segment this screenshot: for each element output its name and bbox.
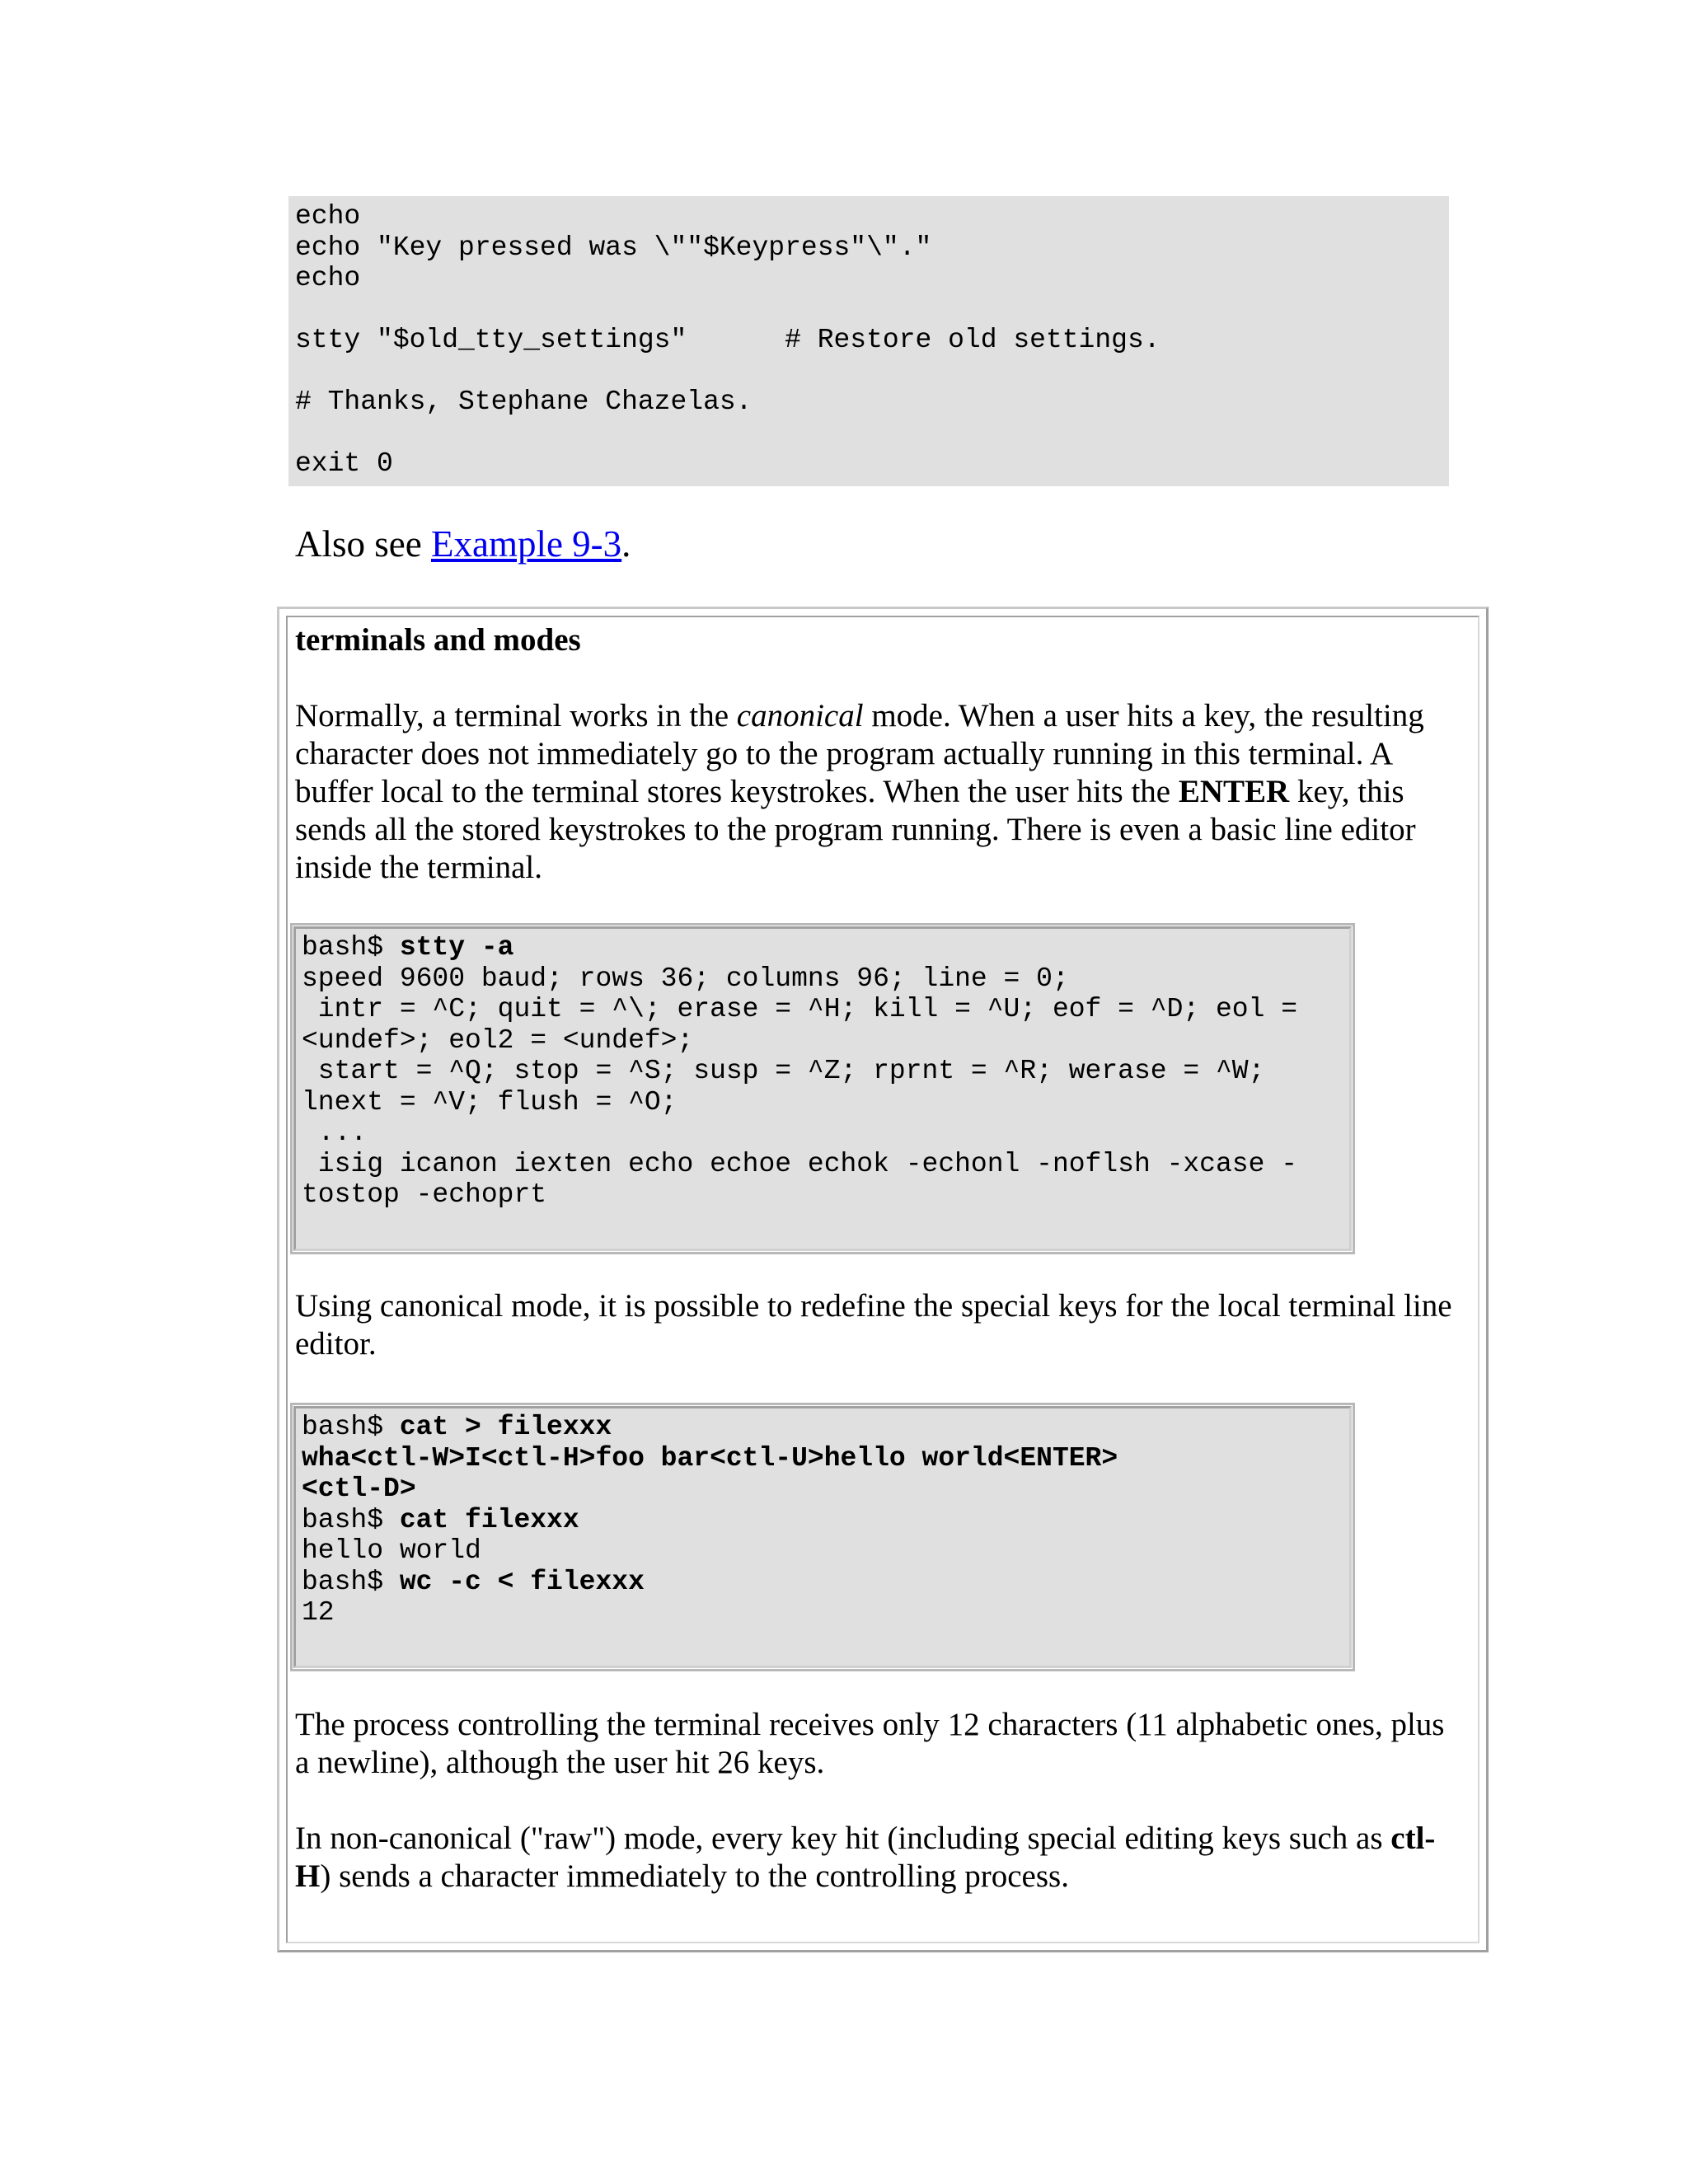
code-line: lnext = ^V; flush = ^O;	[302, 1086, 678, 1118]
paragraph-line: editor.	[295, 1326, 377, 1361]
code-line	[302, 1567, 1118, 1598]
text-run: mode. When a user hits a key, the resulting	[863, 698, 1424, 733]
paragraph-line	[295, 697, 1449, 735]
text-run: Normally, a terminal works in the	[295, 698, 737, 733]
code-block-cat	[293, 1406, 1352, 1668]
paragraph-line: sends all the stored keystrokes to the program running. There is even a basic line editor	[295, 812, 1416, 847]
code-line: wha<ctl-W>I<ctl-H>foo bar<ctl-U>hello world<ENTER>	[302, 1442, 1118, 1474]
paragraph-line: Using canonical mode, it is possible to redefine the special keys for the local terminal line	[295, 1288, 1452, 1324]
code-line: isig icanon iexten echo echoe echok -echonl -noflsh -xcase -	[302, 1148, 1297, 1179]
also-see-prefix: Also see	[295, 523, 431, 565]
also-see-text	[295, 521, 631, 567]
code-line-blank	[295, 356, 1449, 387]
code-line: start = ^Q; stop = ^S; susp = ^Z; rprnt = ^R; werase = ^W;	[302, 1056, 1265, 1086]
paragraph-line: inside the terminal.	[295, 850, 543, 885]
code-line: 12	[302, 1597, 335, 1628]
code-block-stty	[293, 926, 1352, 1251]
text-run: ) sends a character immediately to the controlling process.	[320, 1858, 1069, 1894]
command-text: cat > filexxx	[399, 1412, 612, 1442]
code-line: # Thanks, Stephane Chazelas.	[295, 387, 753, 417]
code-line: exit 0	[295, 448, 393, 479]
command-text: wc -c < filexxx	[399, 1566, 645, 1597]
paragraph-line: The process controlling the terminal receives only 12 characters (11 alphabetic ones, plus	[295, 1707, 1445, 1742]
prompt-text: bash$	[302, 1412, 400, 1442]
paragraph-canonical-mode	[295, 697, 1449, 887]
code-line: hello world	[302, 1535, 481, 1566]
code-line-blank	[295, 418, 1449, 449]
prompt-text: bash$	[302, 932, 400, 963]
paragraph-line	[295, 773, 1449, 811]
code-line: stty "$old_tty_settings" # Restore old settings.	[295, 325, 1160, 355]
code-line: <undef>; eol2 = <undef>;	[302, 1024, 694, 1056]
paragraph-line	[295, 1858, 1465, 1896]
code-line: echo "Key pressed was \""$Keypress"\"."	[295, 232, 932, 263]
bold-text: H	[295, 1858, 321, 1894]
paragraph-process-characters	[295, 1706, 1474, 1782]
emphasis-text: canonical	[736, 698, 864, 733]
code-line: ...	[302, 1118, 368, 1148]
code-line	[302, 1412, 1118, 1443]
code-line	[302, 1505, 1118, 1536]
code-line: tostop -echoprt	[302, 1179, 547, 1210]
prompt-text: bash$	[302, 1566, 400, 1597]
paragraph-raw-mode	[295, 1820, 1465, 1896]
paragraph-redefine-keys	[295, 1287, 1474, 1363]
command-text: stty -a	[399, 932, 514, 963]
code-line: <ctl-D>	[302, 1474, 416, 1504]
also-see-suffix: .	[621, 523, 631, 565]
text-run: buffer local to the terminal stores keystrokes. When the user hits the	[295, 774, 1179, 809]
code-line: speed 9600 baud; rows 36; columns 96; line = 0;	[302, 963, 1069, 994]
code-line	[302, 932, 1297, 963]
prompt-text: bash$	[302, 1504, 400, 1535]
bold-text: ENTER	[1178, 774, 1290, 809]
paragraph-line	[295, 1820, 1465, 1858]
paragraph-line: a newline), although the user hit 26 keys.	[295, 1745, 825, 1780]
text-run: key, this	[1289, 774, 1404, 809]
paragraph-line: character does not immediately go to the program actually running in this terminal. A	[295, 736, 1394, 771]
example-link[interactable]: Example 9-3	[430, 523, 622, 565]
bold-text: ctl-	[1390, 1821, 1436, 1856]
code-line-blank	[295, 294, 1449, 326]
code-line: echo	[295, 201, 361, 232]
text-run: In non-canonical ("raw") mode, every key hit (including special editing keys such as	[295, 1821, 1391, 1856]
code-line: intr = ^C; quit = ^\; erase = ^H; kill = ^U; eof = ^D; eol =	[302, 994, 1297, 1024]
code-line: echo	[295, 263, 361, 293]
command-text: cat filexxx	[399, 1504, 579, 1535]
code-block-top	[288, 196, 1449, 486]
sidebar-title: terminals and modes	[295, 622, 581, 658]
